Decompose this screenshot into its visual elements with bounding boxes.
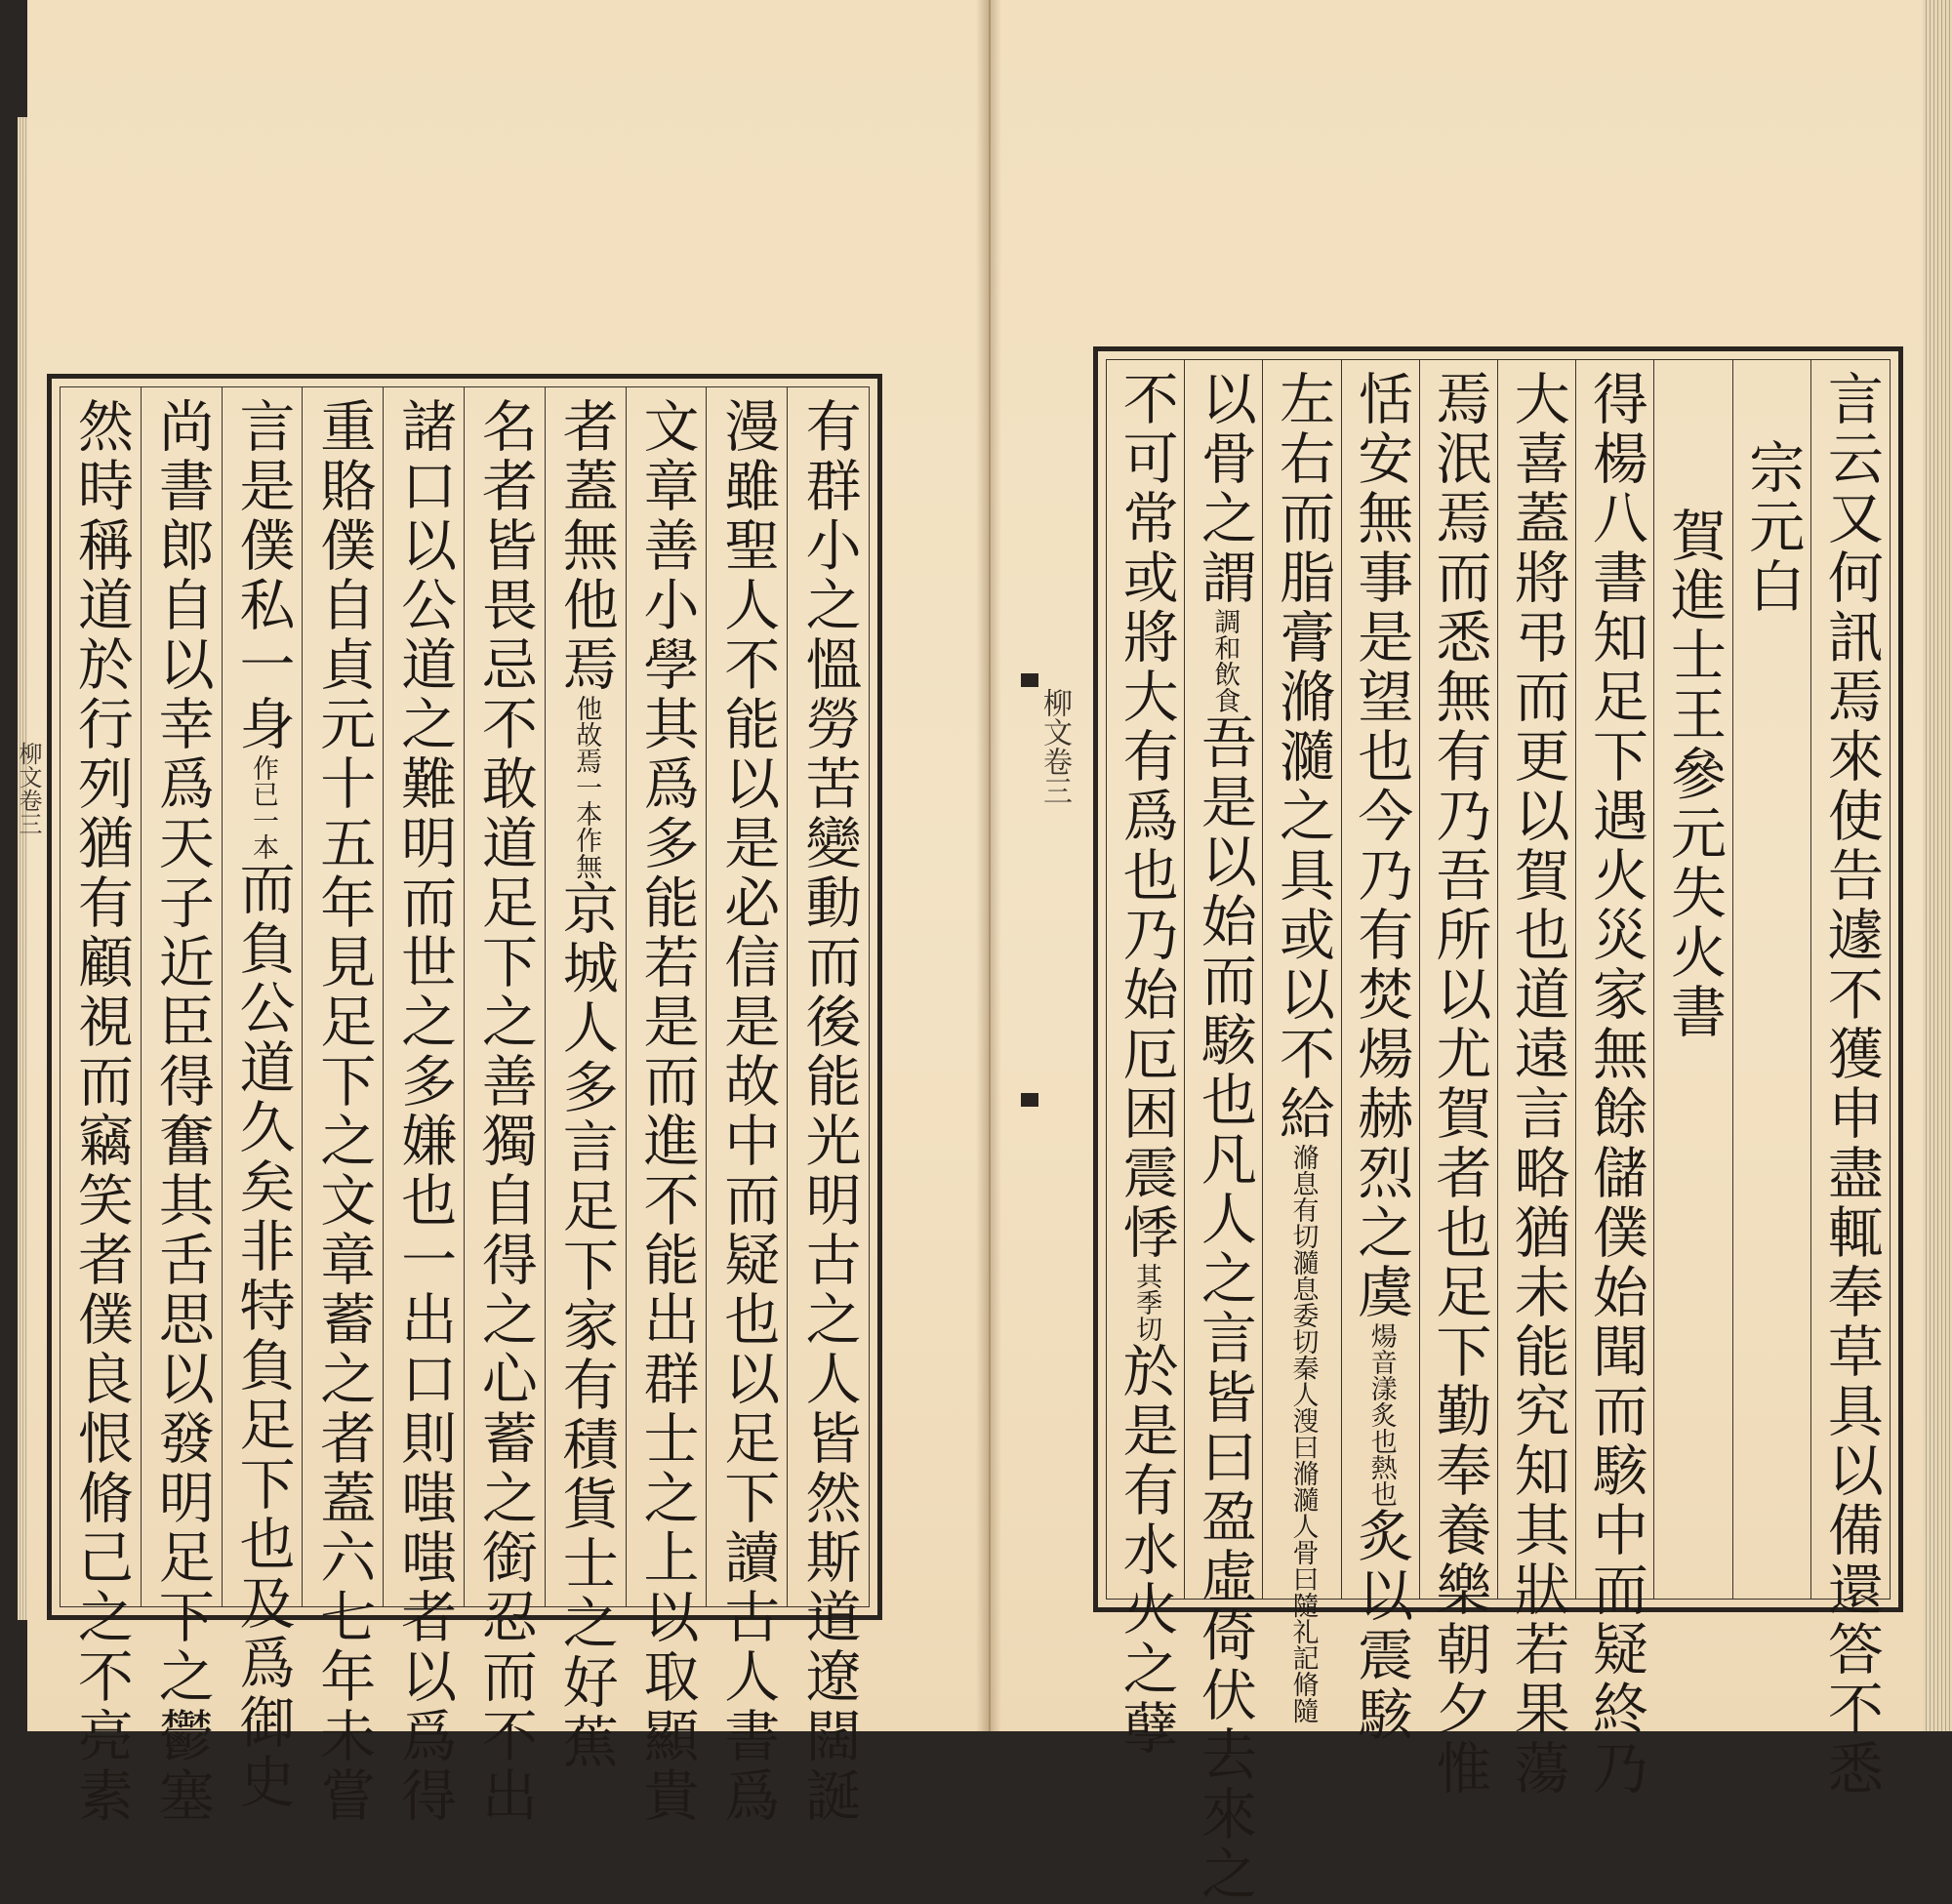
main-text: 恬安無事是望也今乃有焚煬赫烈之虞 bbox=[1348, 370, 1413, 1322]
main-text: 者蓋無他焉 bbox=[553, 397, 619, 695]
main-text: 得楊八書知足下遇火災家無餘儲僕始聞而駭中而疑終乃 bbox=[1583, 370, 1648, 1799]
left-page-column-4 bbox=[546, 387, 627, 1772]
right-page-column-5 bbox=[1498, 360, 1576, 1799]
column-text bbox=[1426, 360, 1491, 1799]
main-text: 於是有水火之孽 bbox=[1114, 1342, 1179, 1759]
left-page-column-7 bbox=[303, 387, 384, 1826]
annotation-note: 調和飲食 bbox=[1209, 608, 1240, 713]
left-page-column-8 bbox=[223, 387, 304, 1812]
main-text: 尚書郎自以幸爲天子近臣得奮其舌思以發明足下之鬱塞 bbox=[149, 397, 215, 1826]
book-gutter bbox=[976, 0, 1001, 1731]
column-text bbox=[391, 387, 457, 1826]
annotation-note: 滫息有切瀡息委切秦人溲 bbox=[1287, 1144, 1319, 1434]
left-page-column-6 bbox=[384, 387, 465, 1826]
left-text-frame bbox=[47, 374, 882, 1826]
right-page-column-10 bbox=[1107, 360, 1185, 1759]
column-text bbox=[1114, 360, 1179, 1759]
fold-mark-bottom bbox=[1021, 1093, 1038, 1107]
main-text: 言是僕私一身 bbox=[230, 397, 295, 754]
main-text: 以骨之謂 bbox=[1192, 370, 1257, 608]
main-text: 文章善小學其爲多能若是而進不能出群士之上以取顯貴 bbox=[634, 397, 699, 1826]
left-page-column-5 bbox=[465, 387, 546, 1826]
right-page-column-4 bbox=[1576, 360, 1654, 1799]
right-page-column-6 bbox=[1420, 360, 1498, 1799]
left-page-column-1 bbox=[788, 387, 869, 1826]
main-text: 吾是以始而駭也凡人之言皆曰盈虛倚伏去來之 bbox=[1192, 713, 1257, 1904]
main-text: 名者皆畏忌不敢道足下之善獨自得之心蓄之銜忍而不出 bbox=[472, 397, 538, 1826]
left-page-column-9 bbox=[142, 387, 223, 1826]
annotation-note: 一本作無 bbox=[571, 774, 602, 879]
main-text: 大喜蓋將弔而更以賀也道遠言略猶未能究知其狀若果蕩 bbox=[1505, 370, 1570, 1799]
main-text: 賀進士王參元失火書 bbox=[1661, 506, 1727, 1042]
column-text bbox=[796, 387, 862, 1826]
column-text bbox=[1505, 360, 1570, 1799]
left-page-column-10 bbox=[61, 387, 142, 1826]
annotation-note: 一本 bbox=[248, 807, 278, 860]
left-page-column-2 bbox=[707, 387, 788, 1826]
right-page-column-9 bbox=[1185, 360, 1263, 1904]
right-page-column-3 bbox=[1654, 360, 1732, 1599]
main-text: 然時稱道於行列猶有顧視而竊笑者僕良恨脩己之不亮素 bbox=[68, 397, 134, 1826]
main-text: 不可常或將大有爲也乃始厄困震悸 bbox=[1114, 370, 1179, 1263]
column-text bbox=[68, 387, 134, 1826]
annotation-note: 作已 bbox=[248, 754, 278, 807]
main-text: 重賂僕自貞元十五年見足下之文章蓄之者蓋六七年未嘗 bbox=[310, 397, 376, 1826]
main-text: 炙以震駭 bbox=[1348, 1507, 1413, 1745]
column-text bbox=[1583, 360, 1648, 1799]
fold-mark-top bbox=[1021, 673, 1038, 687]
column-text bbox=[634, 387, 699, 1826]
column-text bbox=[553, 387, 619, 1772]
column-text bbox=[472, 387, 538, 1826]
column-text bbox=[230, 387, 295, 1812]
right-page-column-2 bbox=[1733, 360, 1811, 1599]
main-text: 言云又何訊焉來使告遽不獲申盡輒奉草具以備還答不悉 bbox=[1818, 370, 1884, 1799]
main-text: 左右而脂膏滫瀡之具或以不給 bbox=[1270, 370, 1335, 1144]
left-columns bbox=[60, 386, 870, 1826]
left-margin-title: 柳文卷三 bbox=[15, 742, 42, 835]
annotation-note: 他故焉 bbox=[571, 695, 602, 774]
right-text-frame bbox=[1093, 346, 1903, 1904]
column-text bbox=[1348, 360, 1413, 1745]
left-page-column-3 bbox=[627, 387, 708, 1826]
column-text bbox=[149, 387, 215, 1826]
right-columns bbox=[1106, 359, 1891, 1904]
main-text: 諸口以公道之難明而世之多嫌也一出口則嗤嗤者以爲得 bbox=[391, 397, 457, 1826]
main-text: 漫雖聖人不能以是必信是故中而疑也以足下讀古人書爲 bbox=[714, 397, 780, 1826]
annotation-note: 煬音漾炙也熱也 bbox=[1365, 1322, 1397, 1507]
main-text: 京城人多言足下家有積貨士之好蕉 bbox=[553, 879, 619, 1772]
main-text: 有群小之慍勞苦變動而後能光明古之人皆然斯道遼闊誕 bbox=[796, 397, 862, 1826]
right-margin-title: 柳文卷三 bbox=[1037, 688, 1072, 805]
main-text: 而負公道久矣非特負足下也及爲御史 bbox=[230, 860, 295, 1812]
right-page-column-8 bbox=[1263, 360, 1341, 1723]
column-text bbox=[1818, 360, 1884, 1799]
column-text bbox=[1192, 360, 1257, 1904]
annotation-note: 其季切 bbox=[1131, 1263, 1162, 1342]
right-page-column-7 bbox=[1342, 360, 1420, 1745]
main-text: 焉泯焉而悉無有乃吾所以尤賀者也足下勤奉養樂朝夕惟 bbox=[1426, 370, 1491, 1799]
column-text bbox=[310, 387, 376, 1826]
column-text bbox=[1739, 360, 1805, 1599]
main-text: 宗元白 bbox=[1739, 438, 1805, 617]
right-page-column-1 bbox=[1811, 360, 1890, 1799]
column-text bbox=[714, 387, 780, 1826]
column-text bbox=[1270, 360, 1335, 1723]
column-text bbox=[1661, 360, 1727, 1599]
page-edge-right bbox=[1923, 0, 1952, 1731]
annotation-note: 曰滫瀡人骨曰隨礼記脩隨 bbox=[1287, 1434, 1319, 1723]
